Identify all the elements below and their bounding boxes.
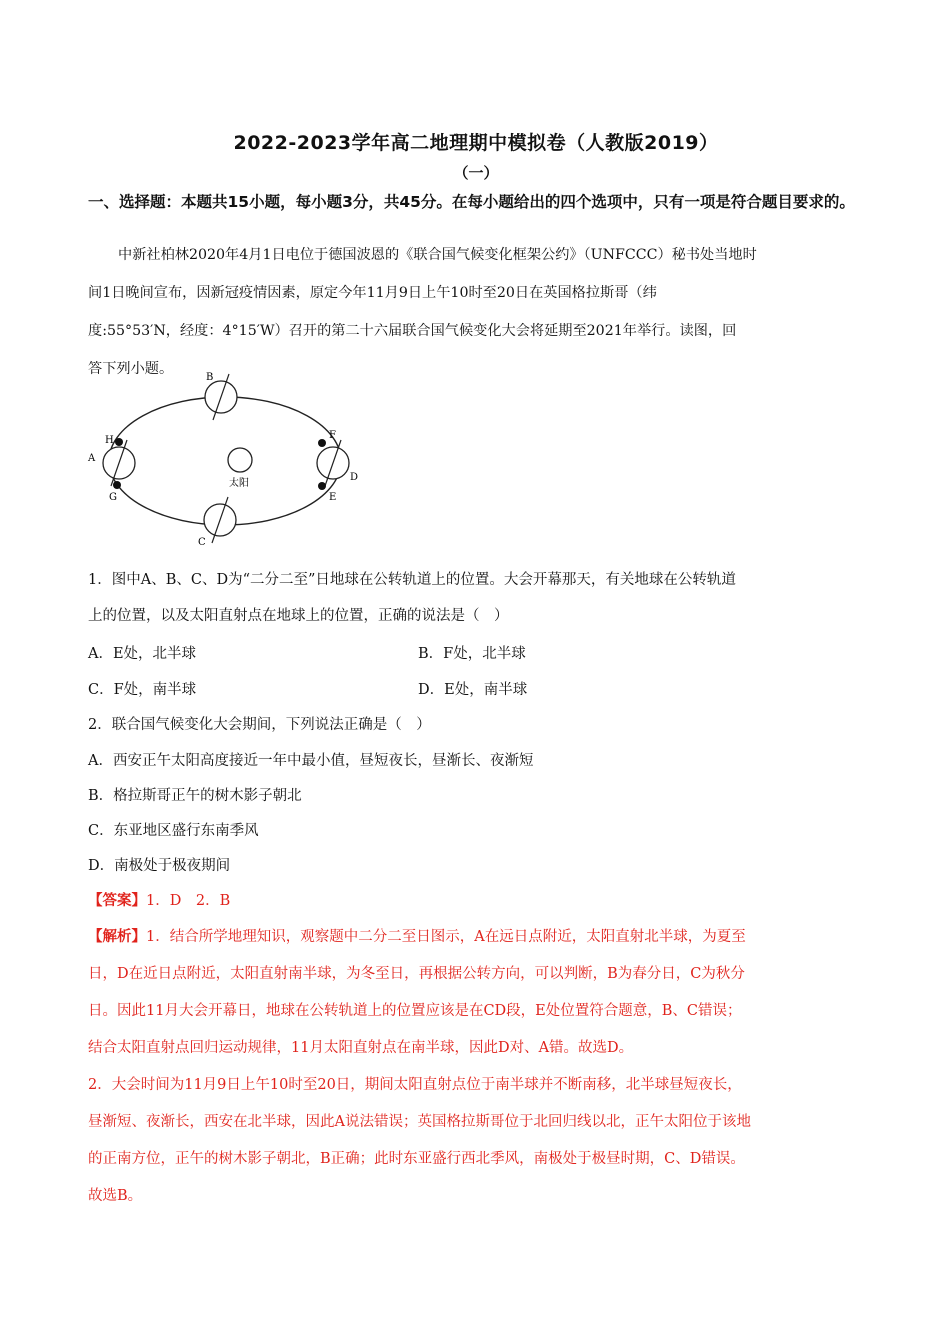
earth-a <box>103 440 135 486</box>
question-1-options-row <box>88 672 864 708</box>
section-heading: 一、选择题：本题共15小题，每小题3分，共45分。在每小题给出的四个选项中，只有一项是符合题目要求的。 <box>88 193 855 211</box>
label-c: C <box>198 537 206 548</box>
question-1-stem <box>88 562 864 634</box>
answer-block <box>88 883 864 919</box>
point-h <box>115 438 123 446</box>
sun-label: 太阳 <box>229 478 249 489</box>
sun-circle <box>228 448 252 472</box>
analysis-line: 日，D在近日点附近，太阳直射南半球，为冬至日，再根据公转方向，可以判断，B为春分日，C为秋分 <box>88 966 745 982</box>
analysis-tag: 【解析】 <box>88 928 146 945</box>
analysis-line: 昼渐短、夜渐长，西安在北半球，因此A说法错误；英国格拉斯哥位于北回归线以北，正午太阳位于该地 <box>88 1114 751 1130</box>
label-d: D <box>350 472 359 483</box>
point-g <box>113 481 121 489</box>
intro-line: 答下列小题。 <box>88 361 174 377</box>
q1-option-b[interactable]: B．F处，北半球 <box>418 646 526 662</box>
analysis-line: 故选B。 <box>88 1188 143 1204</box>
intro-line: 度:55°53′N，经度：4°15′W）召开的第二十六届联合国气候变化大会将延期至2021年举行。读图，回 <box>88 323 737 339</box>
label-b: B <box>206 372 214 383</box>
intro-line: 间1日晚间宣布，因新冠疫情因素，原定今年11月9日上午10时至20日在英国格拉斯哥（纬 <box>88 285 657 301</box>
q2-option-c[interactable]: C．东亚地区盛行东南季风 <box>88 823 259 839</box>
analysis-line: 的正南方位，正午的树木影子朝北，B正确；此时东亚盛行西北季风，南极处于极昼时期，C、D错误。 <box>88 1151 745 1167</box>
analysis-line: 日。因此11月大会开幕日，地球在公转轨道上的位置应该是在CD段，E处位置符合题意，B、C错误； <box>88 1003 742 1019</box>
question-1-line: 1．图中A、B、C、D为“二分二至”日地球在公转轨道上的位置。大会开幕那天，有关地球在公转轨道 <box>88 572 736 588</box>
q2-option-b[interactable]: B．格拉斯哥正午的树木影子朝北 <box>88 788 302 804</box>
label-a: A <box>88 453 96 464</box>
label-f: F <box>329 430 336 441</box>
earth-orbit-diagram <box>88 372 378 550</box>
point-f <box>318 439 326 447</box>
point-e <box>318 482 326 490</box>
label-g: G <box>109 492 117 503</box>
page-subtitle: （一） <box>453 164 499 182</box>
intro-passage <box>88 236 864 388</box>
question-1-line: 上的位置，以及太阳直射点在地球上的位置，正确的说法是（ ） <box>88 608 509 624</box>
q2-option-a[interactable]: A．西安正午太阳高度接近一年中最小值，昼短夜长，昼渐长、夜渐短 <box>88 753 534 769</box>
answer-tag: 【答案】 <box>88 892 146 909</box>
intro-line: 中新社柏林2020年4月1日电位于德国波恩的《联合国气候变化框架公约》（UNFCCC）秘书处当地时 <box>118 247 757 263</box>
analysis-line: 结合太阳直射点回归运动规律，11月太阳直射点在南半球，因此D对、A错。故选D。 <box>88 1040 634 1056</box>
earth-c <box>204 497 236 543</box>
q1-option-c[interactable]: C．F处，南半球 <box>88 682 197 698</box>
question-1-options-row <box>88 636 864 672</box>
label-h: H <box>105 435 114 446</box>
q1-option-a[interactable]: A．E处，北半球 <box>88 646 197 662</box>
answer-text: 1．D 2．B <box>146 893 231 909</box>
question-2-stem: 2．联合国气候变化大会期间，下列说法正确是（ ） <box>88 717 431 733</box>
label-e: E <box>329 492 337 503</box>
q1-option-d[interactable]: D．E处，南半球 <box>418 682 528 698</box>
analysis-line: 【解析】1．结合所学地理知识，观察题中二分二至日图示，A在远日点附近，太阳直射北半球，为夏至 <box>88 928 746 945</box>
q2-option-d[interactable]: D．南极处于极夜期间 <box>88 858 231 874</box>
analysis-block <box>88 918 864 1215</box>
page-title: 2022-2023学年高二地理期中模拟卷（人教版2019） <box>233 132 719 154</box>
analysis-line: 2．大会时间为11月9日上午10时至20日，期间太阳直射点位于南半球并不断南移，北半球昼短夜长， <box>88 1077 742 1093</box>
